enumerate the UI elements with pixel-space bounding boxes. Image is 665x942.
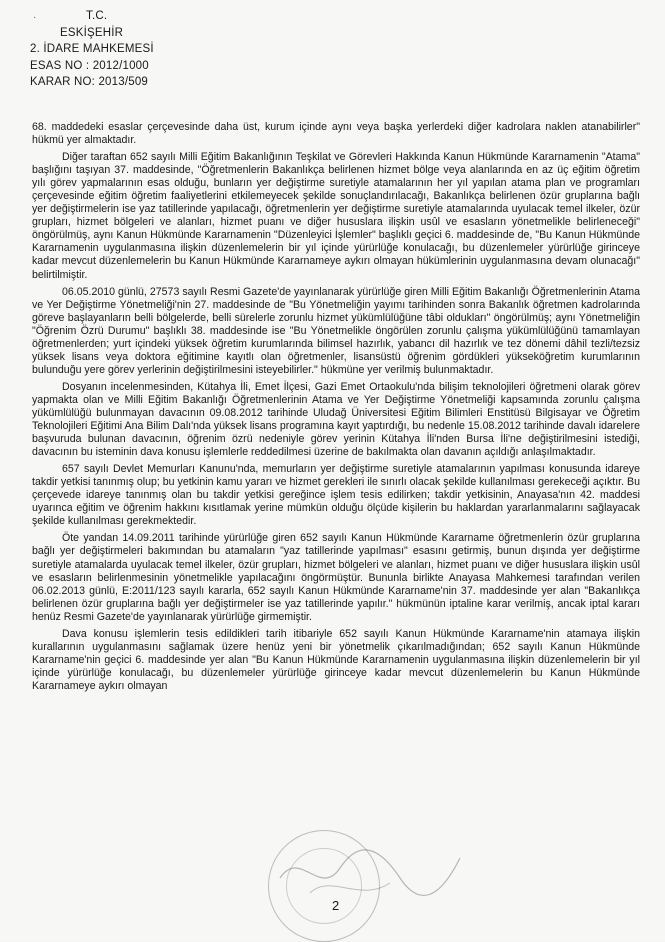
paragraph-6: Öte yandan 14.09.2011 tarihinde yürürlüğe giren 652 sayılı Kanun Hükmünde Kararname öğretmenlerin özür gruplarına bağlı yer değiştirmeleri bakımından bu atamaların "yaz tatillerinde yapılması" esasını getirmiş, bunun dışında yer değiştirme suretiyle atamalarda uyulacak temel ilkeler, özür grupları, hizmet bölgeleri ve alanları, hizmet puanı ve diğer hususlara ilişkin usûl ve esasların belirlenmesinin yönetmelikle yapılacağını öngörmüştür. Bununla birlikte Anayasa Mahkemesi tarafından verilen 06.02.2013 günlü, E:2011/123 sayılı kararla, 652 sayılı Kanun Hükmünde Kararname'nin 37. maddesinde yer alan "Bakanlıkça belirlenen özür gruplarına bağlı yer değiştirmeler ise yaz tatillerinde yapılır." hükmünün iptaline karar verilmiş, ancak iptal kararı henüz Resmi Gazete'de yayınlanarak yürürlüğe girmemiştir. (32, 532, 640, 623)
document-header (30, 8, 154, 91)
court-name: 2. İDARE MAHKEMESİ (30, 43, 154, 55)
page-number: 2 (332, 898, 340, 913)
paragraph-3: 06.05.2010 günlü, 27573 sayılı Resmi Gazete'de yayınlanarak yürürlüğe giren Milli Eğitim Bakanlığı Öğretmenlerinin Atama ve Yer Değiştirme Yönetmeliği'nin 27. maddesinde de "Bu Yönetmeliğin yayımı tarihinden sonra Bakanlık öğretmen kadrolarında göreve başlayanların belli bölgelerde, belli sürelerle zorunlu hizmet yükümlülüğüne tâbi oldukları" öngörülmüş; aynı Yönetmeliğin "Öğrenim Özrü Durumu" başlıklı 38. maddesinde ise "Bu Yönetmelikle öngörülen zorunlu çalışma yükümlülüğünü tamamlayan öğretmenlerden; yurt içindeki yüksek öğretim kurumlarında bilimsel hazırlık, yabancı dil hazırlık ve tez dönemi dâhil tezli/tezsiz yüksek lisans veya doktora eğitimine kayıtlı olan öğretmenler, lisansüstü öğrenim gördükleri yükseköğretim kurumlarının bulunduğu yere görev yerlerinin değiştirilmesini isteyebilirler." hükmüne yer verilmiş bulunmaktadır. (32, 285, 640, 376)
signature-scribble (270, 838, 470, 908)
paragraph-5: 657 sayılı Devlet Memurları Kanunu'nda, memurların yer değiştirme suretiyle atamalarının yapılması konusunda idareye takdir yetkisi tanınmış olup; bu yetkinin kamu yararı ve hizmet gerekleri ile sınırlı olacak şekilde kullanılması gerekeceği açıktır. Bu çerçevede idareye tanınmış olan bu takdir yetkisi gereğince işlem tesis edilirken; takdir yetkisinin, Anayasa'nın 42. maddesi uyarınca eğitim ve öğrenim hakkını kısıtlamak yerine mümkün olduğu ölçüde kişilerin bu haklardan yararlanmalarını sağlayacak şekilde kullanılması gerekmektedir. (32, 463, 640, 528)
document-body (32, 121, 640, 697)
country-label: T.C. (86, 10, 108, 22)
esas-number: ESAS NO : 2012/1000 (30, 59, 149, 72)
paragraph-4: Dosyanın incelenmesinden, Kütahya İli, Emet İlçesi, Gazi Emet Ortaokulu'nda bilişim teknolojileri öğretmeni olarak görev yapmakta olan ve Milli Eğitim Bakanlığı Öğretmenlerinin Atama ve Yer Değiştirme Yönetmeliği kapsamında zorunlu çalışma yükümlülüğü bulunmayan davacının 09.08.2012 tarihinde Uludağ Üniversitesi Eğitim Bilimleri Enstitüsü Bilgisayar ve Öğretim Teknolojileri Eğitimi Ana Bilim Dalı'nda yüksek lisans programına kayıt yaptırdığı, bu nedenle 15.08.2012 tarihinde davalı idarelere başvuruda bulunan davacının, öğrenim özrü nedeniyle görev yerinin Kütahya İli'nden Bursa İli'ne değiştirilmesini istediği, davacının bu isteminin dava konusu işlemlerle reddedilmesi üzerine de bakılmakta olan davanın açıldığı anlaşılmaktadır. (32, 380, 640, 459)
paragraph-2: Diğer taraftan 652 sayılı Milli Eğitim Bakanlığının Teşkilat ve Görevleri Hakkında Kanun Hükmünde Kararnamenin "Atama" başlığını taşıyan 37. maddesinde, "Öğretmenlerin Bakanlıkça belirlenen hizmet bölge veya alanlarında en az üç eğitim öğretim yılı görev yapmalarının esas olduğu, bunların yer değiştirme suretiyle atamalarının her yıl yapılan atama plan ve programları çerçevesinde eğitim öğretim faaliyetlerini etkilemeyecek şekilde sonuçlandırılacağı, Bakanlıkça belirlenen özür gruplarına bağlı yer değiştirmelerin ise yaz tatillerinde yapılacağı, öğretmenlerin yer değiştirme suretiyle atamalarında uyulacak temel ilkeler, özür grupları, hizmet bölgeleri ve alanları, hizmet puanı ve diğer hususlara ilişkin usûl ve esasların yönetmelikle belirleneceği" öngörülmüş, aynı Kanun Hükmünde Kararnamenin "Düzenleyici İşlemler" başlıklı geçici 6. maddesinde de, "Bu Kanun Hükmünde Kararnamenin uygulanmasına ilişkin düzenlemelerin bir yıl içinde yürürlüğe konulacağı, bu düzenlemeler yürürlüğe girinceye kadar mevcut düzenlemelerin bu Kanun Hükmünde Kararnameye aykırı olmayan hükümlerinin uygulanmasına devam olunacağı" belirtilmiştir. (32, 151, 640, 281)
city-label: ESKİŞEHİR (60, 26, 124, 39)
paragraph-1: 68. maddedeki esaslar çerçevesinde daha üst, kurum içinde aynı veya başka yerlerdeki diğer kadrolara naklen atanabilirler" hükmü yer almaktadır. (32, 121, 640, 147)
punch-mark: · (33, 12, 37, 23)
karar-number: KARAR NO: 2013/509 (30, 76, 149, 88)
paragraph-7: Dava konusu işlemlerin tesis edildikleri tarih itibariyle 652 sayılı Kanun Hükmünde Kararname'nin atamaya ilişkin kurallarının uygulanmasını sağlamak üzere henüz yeni bir yönetmelik çıkarılmadığından; 652 sayılı Kanun Hükmünde Kararname'nin geçici 6. maddesinde yer alan "Bu Kanun Hükmünde Kararnamenin uygulanmasına ilişkin düzenlemelerin bir yıl içinde yürürlüğe konulacağı, bu düzenlemeler yürürlüğe girinceye kadar mevcut düzenlemelerin bu Kanun Hükmünde Kararnameye aykırı olmayan (32, 627, 640, 692)
